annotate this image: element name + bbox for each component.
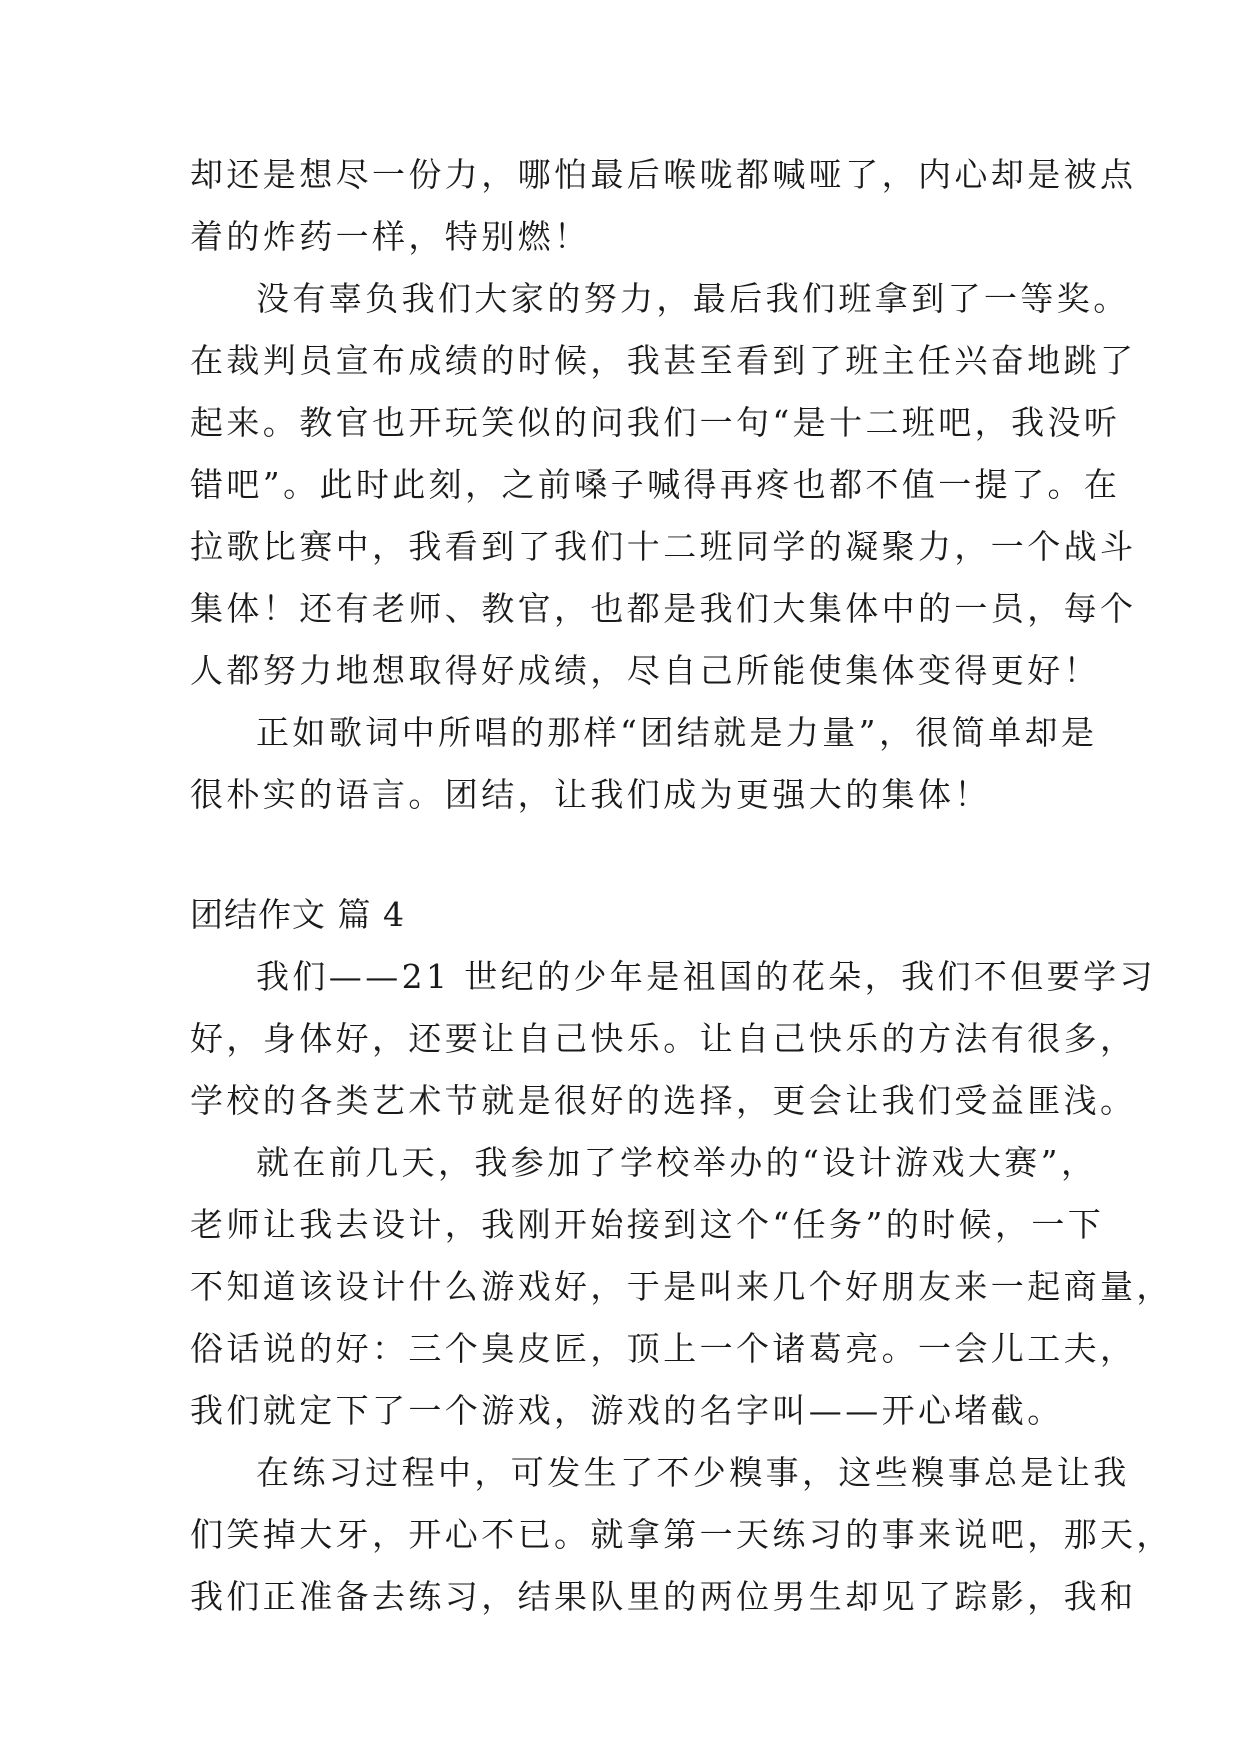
document-body [190,155,1173,1639]
essay-section-4 [190,895,1173,1617]
text-line: 起来。教官也开玩笑似的问我们一句“是十二班吧，我没听 [190,403,1121,442]
text-line: 俗话说的好：三个臭皮匠，顶上一个诸葛亮。一会儿工夫， [190,1329,1137,1368]
essay-section-3-continued [190,155,1137,815]
text-line: 在练习过程中，可发生了不少糗事，这些糗事总是让我 [256,1453,1130,1492]
text-line: 却还是想尽一份力，哪怕最后喉咙都喊哑了，内心却是被点 [190,155,1137,194]
text-line: 们笑掉大牙，开心不已。就拿第一天练习的事来说吧，那天， [190,1515,1173,1554]
text-line: 很朴实的语言。团结，让我们成为更强大的集体！ [190,775,991,814]
section-gap [190,837,1070,895]
paragraph [190,1453,1173,1617]
text-line: 学校的各类艺术节就是很好的选择，更会让我们受益匪浅。 [190,1081,1137,1120]
section-heading: 团结作文 篇 4 [190,895,405,934]
paragraph [190,279,1137,691]
paragraph [190,1143,1173,1431]
text-line: 错吧”。此时此刻，之前嗓子喊得再疼也都不值一提了。在 [190,465,1121,504]
text-line: 在裁判员宣布成绩的时候，我甚至看到了班主任兴奋地跳了 [190,341,1137,380]
text-line: 我们——21 世纪的少年是祖国的花朵，我们不但要学习 [256,957,1156,996]
text-line: 集体！还有老师、教官，也都是我们大集体中的一员，每个 [190,589,1137,628]
paragraph [190,155,1137,257]
text-line: 着的炸药一样，特别燃！ [190,217,591,256]
text-line: 我们正准备去练习，结果队里的两位男生却见了踪影，我和 [190,1577,1137,1616]
text-line: 我们就定下了一个游戏，游戏的名字叫——开心堵截。 [190,1391,1064,1430]
text-line: 老师让我去设计，我刚开始接到这个“任务”的时候，一下 [190,1205,1105,1244]
text-line: 没有辜负我们大家的努力，最后我们班拿到了一等奖。 [256,279,1130,318]
text-line: 拉歌比赛中，我看到了我们十二班同学的凝聚力，一个战斗 [190,527,1137,566]
text-line: 不知道该设计什么游戏好，于是叫来几个好朋友来一起商量， [190,1267,1173,1306]
paragraph [190,957,1156,1121]
text-line: 正如歌词中所唱的那样“团结就是力量”，很简单却是 [256,713,1098,752]
text-line: 就在前几天，我参加了学校举办的“设计游戏大赛”， [256,1143,1098,1182]
text-line: 人都努力地想取得好成绩，尽自己所能使集体变得更好！ [190,651,1100,690]
text-line: 好，身体好，还要让自己快乐。让自己快乐的方法有很多， [190,1019,1137,1058]
paragraph [190,713,1098,815]
